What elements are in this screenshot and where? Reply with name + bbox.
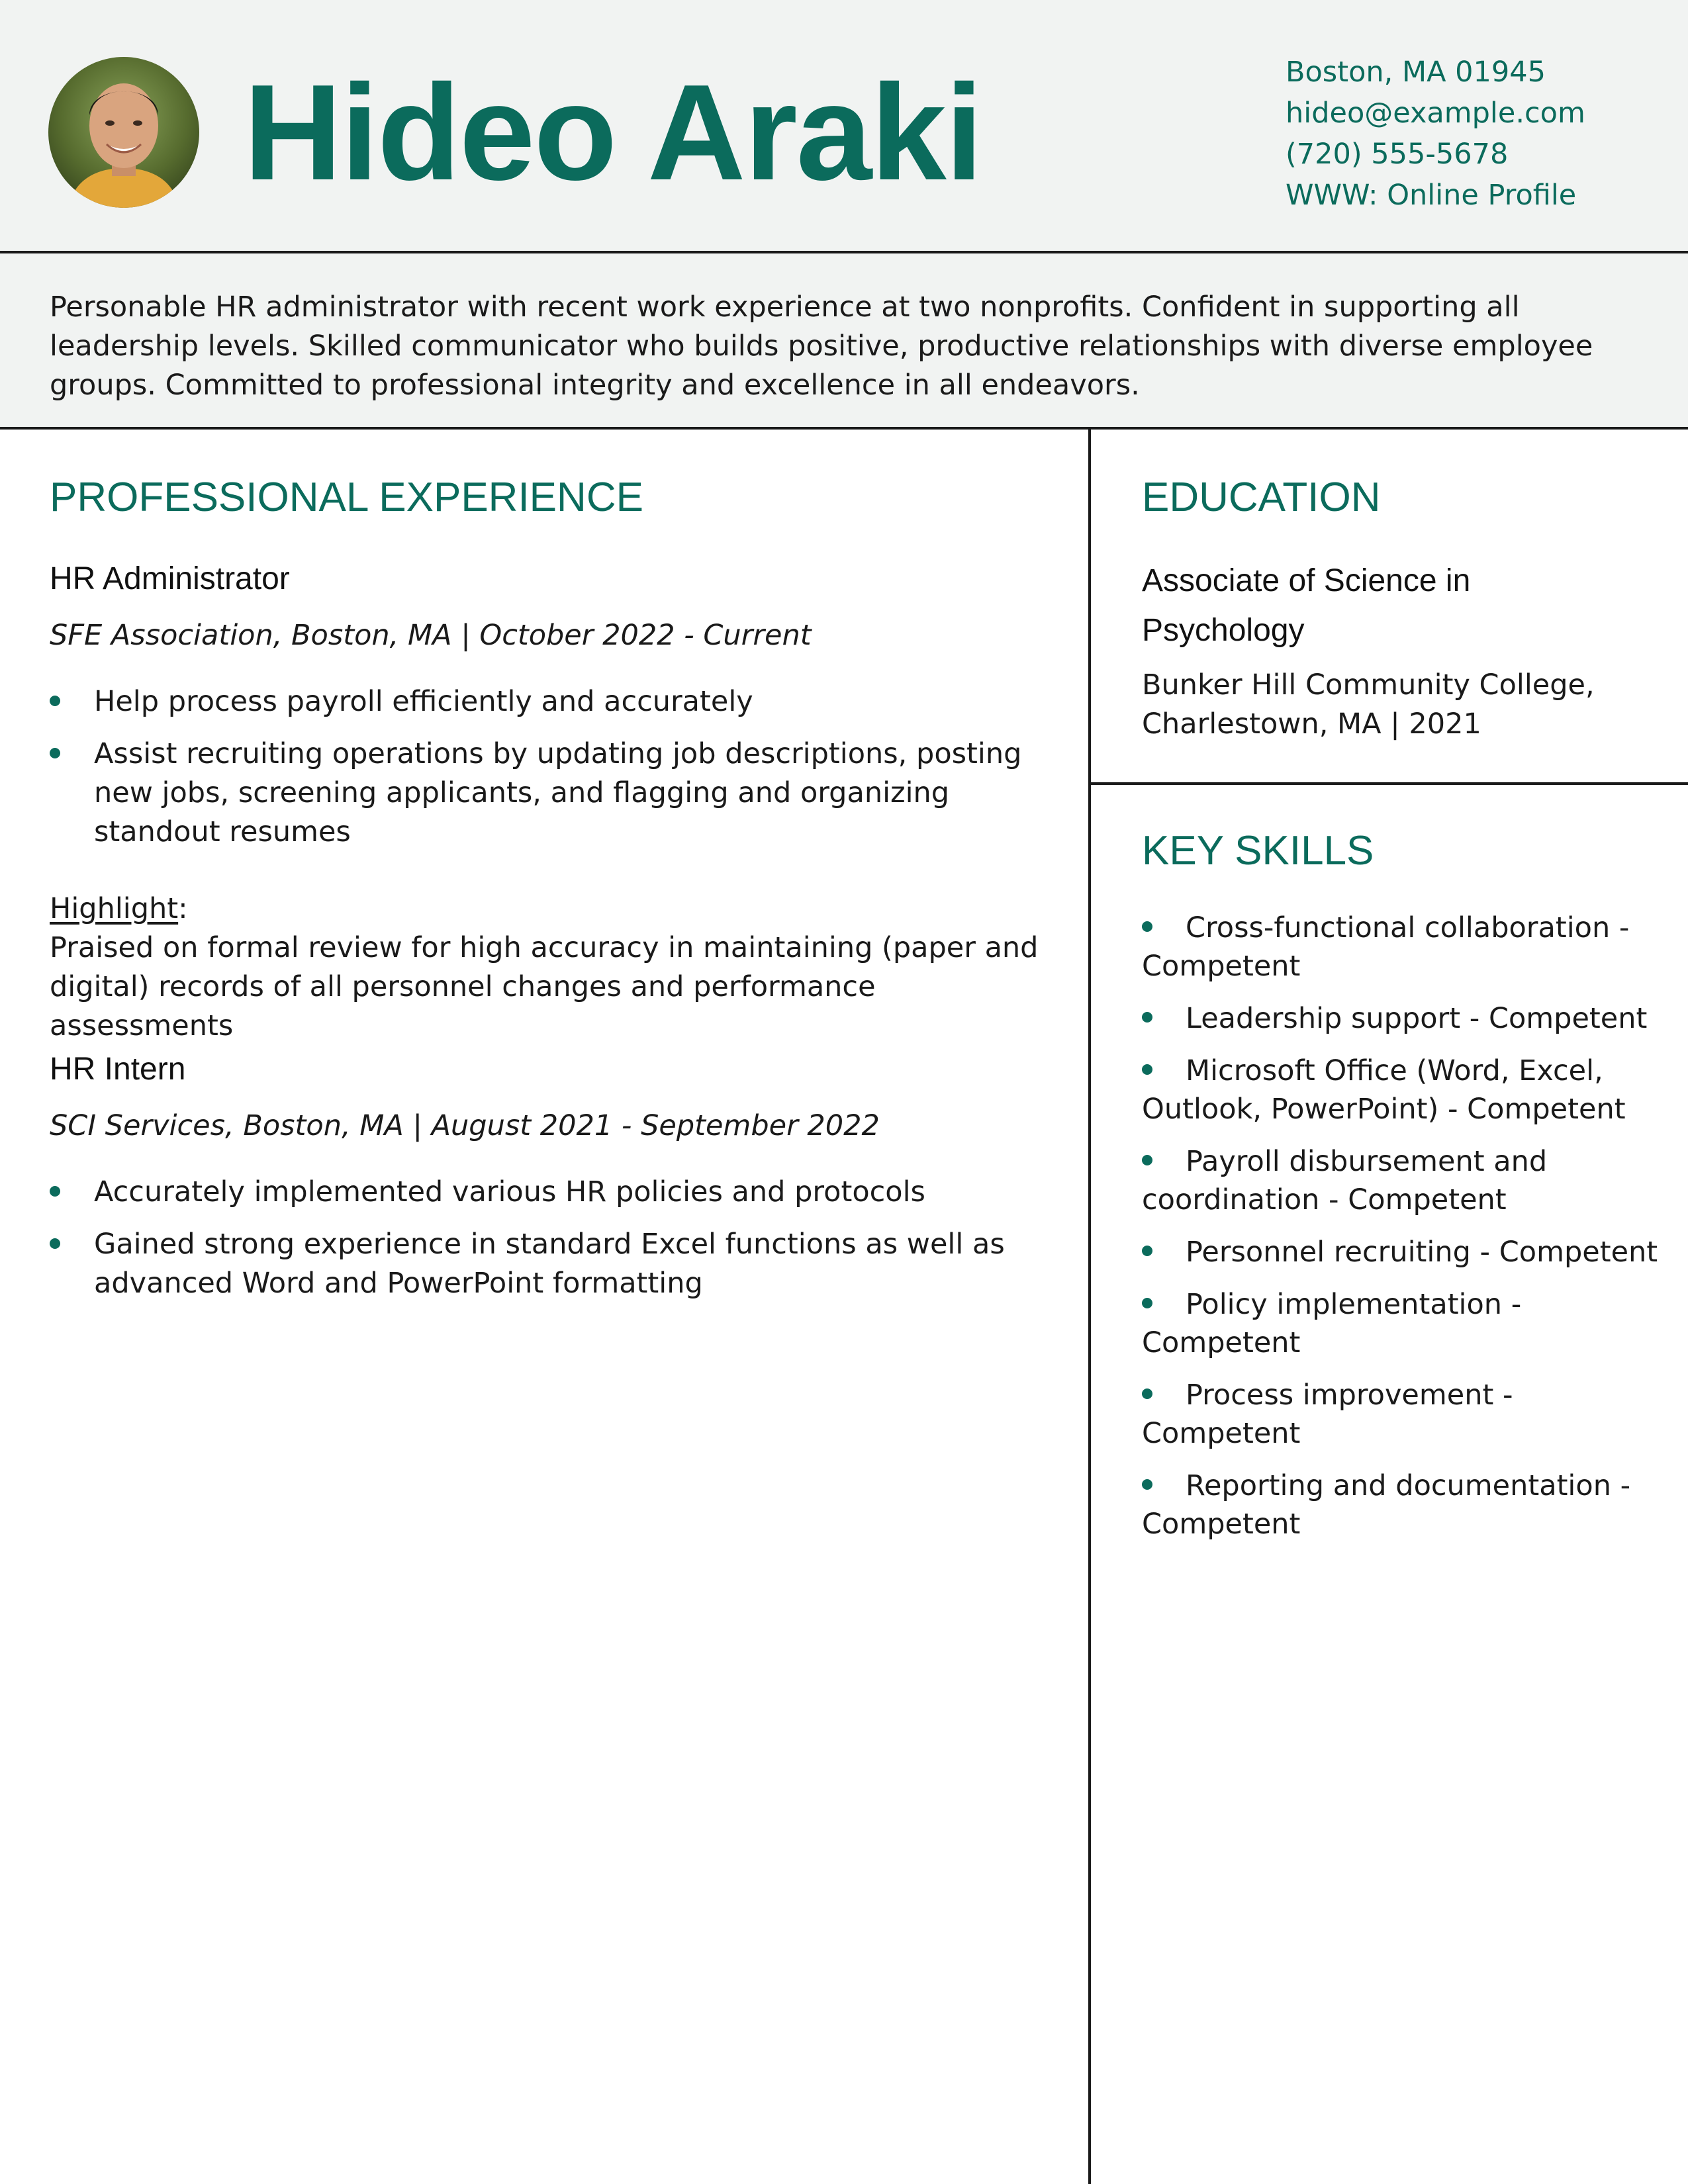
skill-item	[1142, 1142, 1658, 1219]
job-bullets	[50, 1173, 1043, 1316]
resume-header	[0, 0, 1688, 253]
skill-text: Policy implementation - Competent	[1142, 1288, 1522, 1359]
list-item	[50, 1225, 1047, 1303]
bullet-icon	[1142, 1246, 1152, 1256]
summary-text: Personable HR administrator with recent work experience at two nonprofits. Confident in supporting all leadership levels. Skilled communicator who builds positive, productive relationships with diverse employee groups. Committed to professional integrity and excellence in all endeavors.	[50, 291, 1593, 402]
bullet-icon	[1142, 1155, 1152, 1165]
bullet-icon	[1142, 1012, 1152, 1023]
summary-section	[0, 253, 1688, 430]
skill-text: Microsoft Office (Word, Excel, Outlook, PowerPoint) - Competent	[1142, 1054, 1626, 1126]
bullet-icon	[1142, 1298, 1152, 1308]
bullet-icon	[50, 1186, 60, 1197]
bullet-icon	[50, 1238, 60, 1249]
bullet-text: Help process payroll efficiently and accurately	[94, 685, 753, 718]
column-divider	[1088, 430, 1091, 2184]
list-item	[50, 1173, 1043, 1212]
contact-website[interactable]: WWW: Online Profile	[1286, 179, 1577, 212]
skill-text: Payroll disbursement and coordination - Competent	[1142, 1145, 1548, 1216]
skill-text: Reporting and documentation - Competent	[1142, 1469, 1631, 1541]
bullet-icon	[1142, 1064, 1152, 1075]
job-title: HR Administrator	[50, 561, 290, 596]
list-item	[50, 682, 1043, 721]
highlight-colon: :	[178, 892, 188, 925]
bullet-text: Accurately implemented various HR policies and protocols	[94, 1175, 925, 1208]
skill-item	[1142, 909, 1658, 985]
skills-heading: KEY SKILLS	[1142, 828, 1374, 874]
bullet-icon	[1142, 921, 1152, 932]
skill-item	[1142, 1376, 1658, 1453]
education-degree: Associate of Science in Psychology	[1142, 563, 1471, 648]
education-divider	[1091, 782, 1688, 785]
highlight-label: Highlight	[50, 892, 179, 925]
contact-phone[interactable]: (720) 555-5678	[1286, 138, 1509, 171]
job-bullets	[50, 682, 1043, 865]
skill-item	[1142, 1285, 1658, 1362]
bullet-icon	[50, 748, 60, 758]
bullet-text: Gained strong experience in standard Excel functions as well as advanced Word and PowerPoint formatting	[94, 1228, 1005, 1300]
bullet-icon	[1142, 1388, 1152, 1399]
experience-heading: PROFESSIONAL EXPERIENCE	[50, 475, 643, 520]
skill-item	[1142, 1233, 1658, 1271]
education-heading: EDUCATION	[1142, 475, 1381, 520]
candidate-name: Hideo Araki	[244, 56, 982, 208]
job-meta: SFE Association, Boston, MA | October 2022 - Current	[50, 619, 812, 652]
skill-text: Leadership support - Competent	[1186, 1002, 1648, 1035]
job-highlight	[50, 889, 1056, 1046]
highlight-text: Praised on formal review for high accuracy in maintaining (paper and digital) records of all personnel changes and performance assessments	[50, 931, 1039, 1042]
list-item	[50, 735, 1047, 852]
skill-item	[1142, 1467, 1658, 1543]
contact-info	[1286, 52, 1656, 216]
contact-address: Boston, MA 01945	[1286, 56, 1546, 89]
job-title: HR Intern	[50, 1052, 186, 1087]
bullet-text: Assist recruiting operations by updating job descriptions, posting new jobs, screening applicants, and flagging and organizing standout resumes	[94, 737, 1022, 848]
bullet-icon	[50, 696, 60, 706]
contact-email[interactable]: hideo@example.com	[1286, 97, 1585, 130]
skill-item	[1142, 999, 1658, 1038]
education-school: Bunker Hill Community College, Charlestown, MA | 2021	[1142, 668, 1595, 741]
skill-text: Cross-functional collaboration - Competent	[1142, 911, 1630, 983]
skill-text: Personnel recruiting - Competent	[1186, 1236, 1658, 1269]
bullet-icon	[1142, 1479, 1152, 1490]
skill-text: Process improvement - Competent	[1142, 1379, 1513, 1450]
job-meta: SCI Services, Boston, MA | August 2021 - September 2022	[50, 1109, 880, 1142]
skills-list	[1142, 909, 1658, 1557]
skill-item	[1142, 1052, 1658, 1128]
profile-photo	[48, 57, 199, 208]
